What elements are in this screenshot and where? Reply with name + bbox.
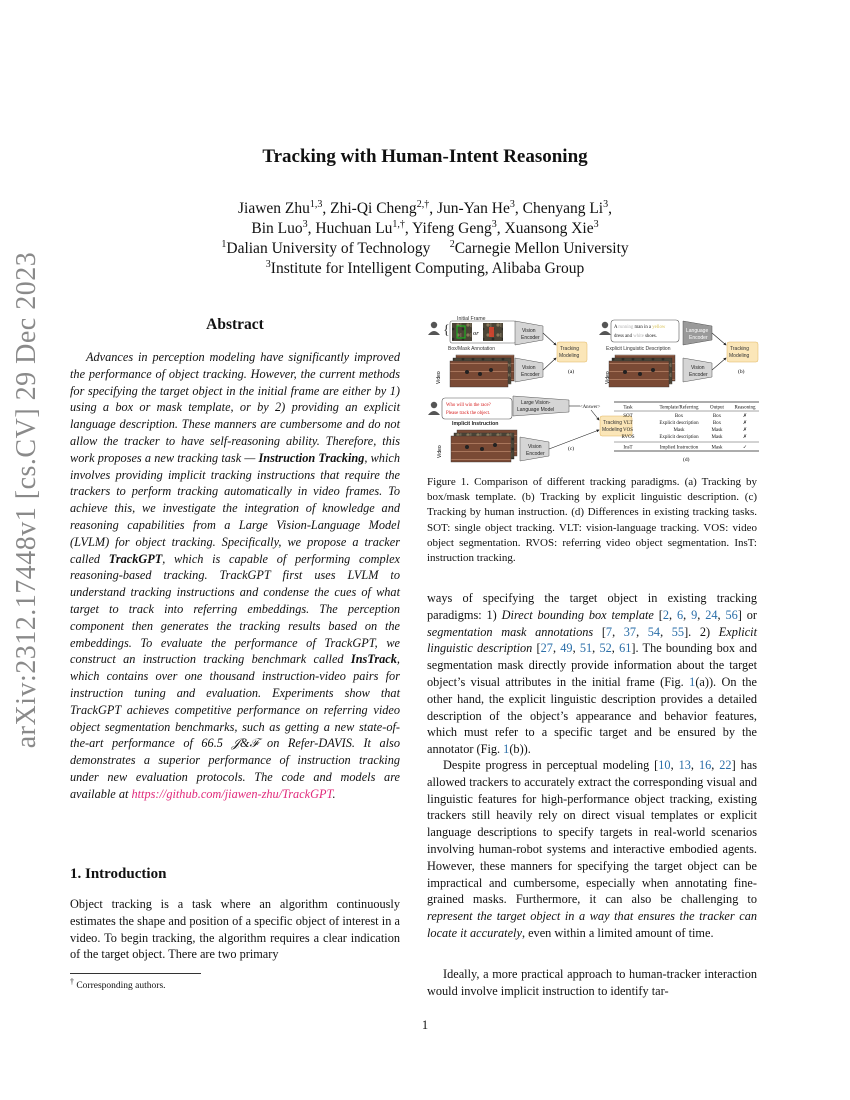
- language-encoder-b: [683, 321, 712, 345]
- author-affiliation-mark: 3: [509, 199, 515, 210]
- citation-link[interactable]: 55: [671, 624, 685, 639]
- svg-text:Tracking: Tracking: [730, 346, 749, 352]
- author-affiliation-mark: 3: [593, 219, 599, 230]
- figure-caption: Figure 1. Comparison of different tracking paradigms. (a) Tracking by box/mask template. (b) Tracking by explicit linguistic description. (c) Tracking by human instruction. (d) Differences in existing tracking tasks. SOT: single object tracking. VLT: vision-language tracking. VOS: video object segmentation. RVOS: referring video object segmentation. InsT: instruction tracking.: [427, 476, 757, 565]
- table-d-cell: InsT: [623, 445, 633, 451]
- answer-token: <Answer>: [580, 405, 601, 410]
- svg-text:Encoder: Encoder: [526, 451, 545, 457]
- svg-text:Who will win the race?: Who will win the race?: [446, 403, 491, 408]
- footnote-rule: [70, 973, 201, 974]
- arxiv-sidebar: [2, 251, 52, 749]
- user-icon-c: [428, 402, 440, 415]
- implicit-label: Implicit Instruction: [452, 421, 499, 427]
- table-d-cell: ✗: [742, 414, 748, 419]
- author-name: Chenyang Li: [522, 200, 604, 218]
- video-frames-a: [450, 355, 514, 387]
- lvlm-box: [513, 396, 569, 416]
- section-heading-introduction: 1. Introduction: [70, 866, 167, 882]
- user-icon: [428, 322, 440, 335]
- table-d-cell: ✓: [742, 445, 748, 451]
- video-label-a: Video: [436, 371, 442, 384]
- citation-link[interactable]: 51: [579, 641, 593, 656]
- tracking-modeling-b: [727, 342, 758, 362]
- panel-c: [428, 396, 632, 462]
- task-name: Instruction Tracking: [258, 450, 365, 465]
- table-d-cell: Mask: [711, 435, 723, 440]
- svg-text:Vision: Vision: [691, 365, 705, 371]
- table-d-cell: ✗: [742, 428, 748, 433]
- right-paragraph-3: Ideally, a more practical approach to human-tracker interaction would involve implicit instruction to identify tar-: [427, 967, 757, 998]
- video-label-c: Video: [437, 445, 443, 458]
- citation-link[interactable]: 1: [503, 742, 510, 757]
- svg-text:dress and white shoes.: dress and white shoes.: [614, 334, 657, 339]
- table-d-header: Template/Referring: [659, 405, 699, 411]
- table-d-cell: VOS: [622, 428, 634, 433]
- author-affiliation-mark: 1,†: [392, 219, 405, 230]
- author-name: Zhi-Qi Cheng: [330, 200, 417, 218]
- footnote: † Corresponding authors.: [70, 977, 166, 992]
- table-d-header: Output: [710, 405, 724, 411]
- svg-text:Modeling: Modeling: [729, 353, 750, 359]
- intro-paragraph: Object tracking is a task where an algorithm continuously estimates the shape and position of a specific object of interest in a video. To begin tracking, the algorithm requires a clear indication of the target object. There are two primary: [70, 897, 400, 962]
- video-frames-b: [609, 355, 675, 387]
- svg-text:Encoder: Encoder: [521, 372, 540, 378]
- emphasis: represent the target object in a way that ensures the tracker can locate it accurately: [427, 909, 757, 940]
- panel-a: [428, 316, 587, 387]
- vision-encoder-a1: [515, 321, 543, 345]
- table-d-header: Reasoning: [734, 405, 756, 411]
- svg-text:Encoder: Encoder: [689, 335, 708, 341]
- author-affiliation-mark: 3: [302, 219, 308, 230]
- table-d-cells: [622, 406, 757, 451]
- citation-link[interactable]: 54: [647, 624, 661, 639]
- vision-encoder-c: [520, 437, 549, 461]
- citation-link[interactable]: 7: [605, 624, 613, 639]
- affiliation-line-2: $^3$Institute for Intelligent Computing, Alibaba Group: [265, 259, 585, 278]
- author-name: Bin Luo: [251, 220, 303, 238]
- tracking-modeling-c: [600, 416, 632, 436]
- author-affiliation-mark: 3: [603, 199, 609, 210]
- tracker-name: TrackGPT: [108, 551, 163, 566]
- author-name: Xuansong Xie: [504, 220, 594, 238]
- panel-a-label: (a): [568, 369, 575, 375]
- citation-link[interactable]: 13: [678, 758, 691, 772]
- emphasis: segmentation mask annotations: [427, 624, 594, 639]
- benchmark-name: InsTrack: [350, 652, 397, 667]
- panel-b-label: (b): [738, 369, 745, 375]
- citation-link[interactable]: 10: [658, 758, 671, 772]
- affiliation-3: Institute for Intelligent Computing, Alibaba Group: [270, 260, 585, 278]
- table-d-header: Task: [623, 405, 633, 411]
- emphasis: Direct bounding box template: [501, 607, 654, 622]
- citation-link[interactable]: 24: [705, 607, 718, 622]
- table-d-cell: Explicit description: [659, 435, 699, 440]
- table-d-cell: Box: [674, 414, 684, 419]
- explicit-description: A running man in a yellow: [614, 325, 666, 330]
- svg-text:Please track the object.: Please track the object.: [446, 411, 491, 416]
- vision-encoder-b: [683, 358, 712, 382]
- emphasis: Explicit linguistic description: [427, 624, 757, 656]
- author-name: Yifeng Geng: [412, 220, 492, 238]
- svg-text:Language Model: Language Model: [517, 407, 555, 413]
- author-name: Huchuan Lu: [315, 220, 393, 238]
- svg-text:Large Vision-: Large Vision-: [521, 400, 551, 406]
- explicit-label: Explicit Linguistic Description: [606, 346, 671, 352]
- table-d-cell: SOT: [623, 414, 633, 419]
- table-d-cell: VLT: [623, 421, 633, 426]
- vision-encoder-a2: [515, 358, 543, 382]
- citation-link[interactable]: 16: [698, 758, 712, 772]
- affiliation-1: Dalian University of Technology: [226, 240, 431, 258]
- citation-link[interactable]: 22: [719, 758, 732, 772]
- affiliation-line-1: $^1$Dalian University of Technology $^2$Carnegie Mellon University: [221, 239, 629, 258]
- citation-link[interactable]: 37: [623, 624, 637, 639]
- figure-1: [425, 312, 760, 467]
- svg-text:Encoder: Encoder: [521, 335, 540, 341]
- box-mask-label: Box/Mask Annotation: [448, 346, 495, 352]
- author-affiliation-mark: 3: [491, 219, 497, 230]
- or-label: or: [473, 330, 479, 337]
- author-name: Jiawen Zhu: [238, 200, 310, 218]
- table-d-cell: Explicit description: [659, 421, 699, 426]
- video-label-b: Video: [605, 371, 611, 384]
- video-frames-c: [451, 430, 517, 462]
- citation-link[interactable]: 2: [662, 607, 669, 622]
- citation-link[interactable]: 27: [540, 641, 553, 656]
- table-d-cell: Implied Instruction: [659, 445, 699, 451]
- svg-text:Modeling: Modeling: [559, 353, 580, 359]
- svg-text:Tracking: Tracking: [560, 346, 579, 352]
- affiliation-2: Carnegie Mellon University: [454, 240, 629, 258]
- panel-c-label: (c): [568, 446, 575, 452]
- table-d-cell: Mask: [711, 428, 723, 433]
- citation-link[interactable]: 1: [689, 674, 696, 689]
- right-paragraph-1: ways of specifying the target object in existing tracking paradigms: 1) Direct bounding box template [2, 6, 9, 24, 56] or segmentation mask annotations [7, 37, 54, 55]. 2) Explicit linguistic description [27, 49, 51, 52, 61]. The bounding box and segmentation mask directly provide information about the target object’s visual attributes in the initial frame (Fig. 1(a)). On the other hand, the explicit linguistic description provides a detailed description of the object’s appearance and behavior features, which must refer to a specific target and be ensured by the annotator (Fig. 1(b)).: [427, 591, 758, 757]
- panel-d-label: (d): [683, 457, 690, 463]
- table-d-cell: ✗: [742, 421, 748, 426]
- citation-link[interactable]: 49: [560, 641, 573, 656]
- author-affiliation-mark: 1,3: [309, 199, 323, 210]
- table-d-cell: ✗: [742, 435, 748, 440]
- table-d-cell: Mask: [711, 445, 723, 451]
- citation-link[interactable]: 9: [691, 607, 698, 622]
- author-affiliation-mark: 2,†: [416, 199, 430, 210]
- initial-frame-label: Initial Frame: [457, 316, 486, 322]
- panel-d-table: [614, 402, 759, 463]
- svg-text:Vision: Vision: [528, 444, 542, 450]
- right-paragraph-2: Despite progress in perceptual modeling [10, 13, 16, 22] has allowed trackers to accurately extract the corresponding visual and linguistic features for high-performance object tracking, existing trackers still heavily rely on direct visual templates or explicit language descriptions to specify targets in real-world scenarios involving human-robot systems and interactive embodied agents. However, these manners for specifying the target object can be impractical and cumbersome, especially when annotating fine-grained masks. Furthermore, it can also be challenging to represent the target object in a way that ensures the tracker can locate it accurately, even within a limited amount of time.: [427, 758, 757, 940]
- svg-text:Vision: Vision: [522, 365, 536, 371]
- svg-text:Vision: Vision: [522, 328, 536, 334]
- panel-b: [599, 320, 758, 387]
- citation-link[interactable]: 61: [619, 641, 632, 656]
- table-d-cell: RVOS: [621, 435, 635, 440]
- abstract-heading: Abstract: [206, 316, 264, 333]
- abstract-body: Advances in perception modeling have significantly improved the performance of object tracking. However, the current methods for specifying the target object in the initial frame are either by 1) using a box or mask template, or by 2) providing an explicit language description. These manners are cumbersome and do not allow the tracker to have self-reasoning ability. Therefore, this work proposes a new tracking task — Instruction Tracking, which involves providing implicit tracking instructions that require the trackers to perform tracking automatically in video frames. To achieve this, we investigate the integration of knowledge and reasoning capabilities from a Large Vision-Language Model (LVLM) for object tracking. Specifically, we propose a tracker called TrackGPT, which is capable of performing complex reasoning-based tracking. TrackGPT first uses LVLM to understand tracking instructions and condense the cues of what target to track into referring embeddings. The perception component then generates the tracking results based on the embeddings. To evaluate the performance of TrackGPT, we construct an instruction tracking benchmark called InsTrack, which contains over one thousand instruction-video pairs for instruction tuning and evaluation. Experiments show that TrackGPT achieves competitive performance on referring video object segmentation benchmarks, such as getting a new state-of-the-art performance of 66.5 𝒥&ℱ on Refer-DAVIS. It also demonstrates a superior performance of instruction tracking under new evaluation protocols. The code and models are available at https://github.com/jiawen-zhu/TrackGPT.: [70, 350, 400, 801]
- author-name: Jun-Yan He: [436, 200, 510, 218]
- paper-title: Tracking with Human-Intent Reasoning: [262, 146, 588, 167]
- svg-text:Modeling: Modeling: [602, 427, 623, 433]
- citation-link[interactable]: 6: [676, 607, 684, 622]
- citation-link[interactable]: 52: [599, 641, 612, 656]
- svg-text:Encoder: Encoder: [689, 372, 708, 378]
- svg-text:{: {: [443, 323, 450, 338]
- citation-link[interactable]: 56: [725, 607, 738, 622]
- svg-text:Language: Language: [686, 328, 709, 334]
- code-link[interactable]: https://github.com/jiawen-zhu/TrackGPT: [131, 786, 333, 801]
- svg-text:Tracking: Tracking: [603, 420, 622, 426]
- page-number: 1: [421, 1018, 429, 1032]
- table-d-cell: Box: [712, 421, 722, 426]
- table-d-cell: Mask: [673, 428, 685, 433]
- user-icon-b: [599, 322, 611, 335]
- author-line-2: Bin Luo$^3$, Huchuan $Lu^{1,\dagger}$, Yifeng Geng$^3$, Xuansong Xie$^3$: [251, 219, 599, 238]
- table-d-cell: Box: [712, 414, 722, 419]
- arxiv-id: arXiv:2312.17448v1 [cs.CV] 29 Dec 2023: [11, 251, 42, 749]
- author-line-1: Jiawen Zhu$^{1,3}$, Zhi-Qi Cheng$^{2,\dagger}$, Jun-Yan He$^3$, Chenyang Li$^3$,: [238, 199, 612, 218]
- tracking-modeling-a: [557, 342, 587, 362]
